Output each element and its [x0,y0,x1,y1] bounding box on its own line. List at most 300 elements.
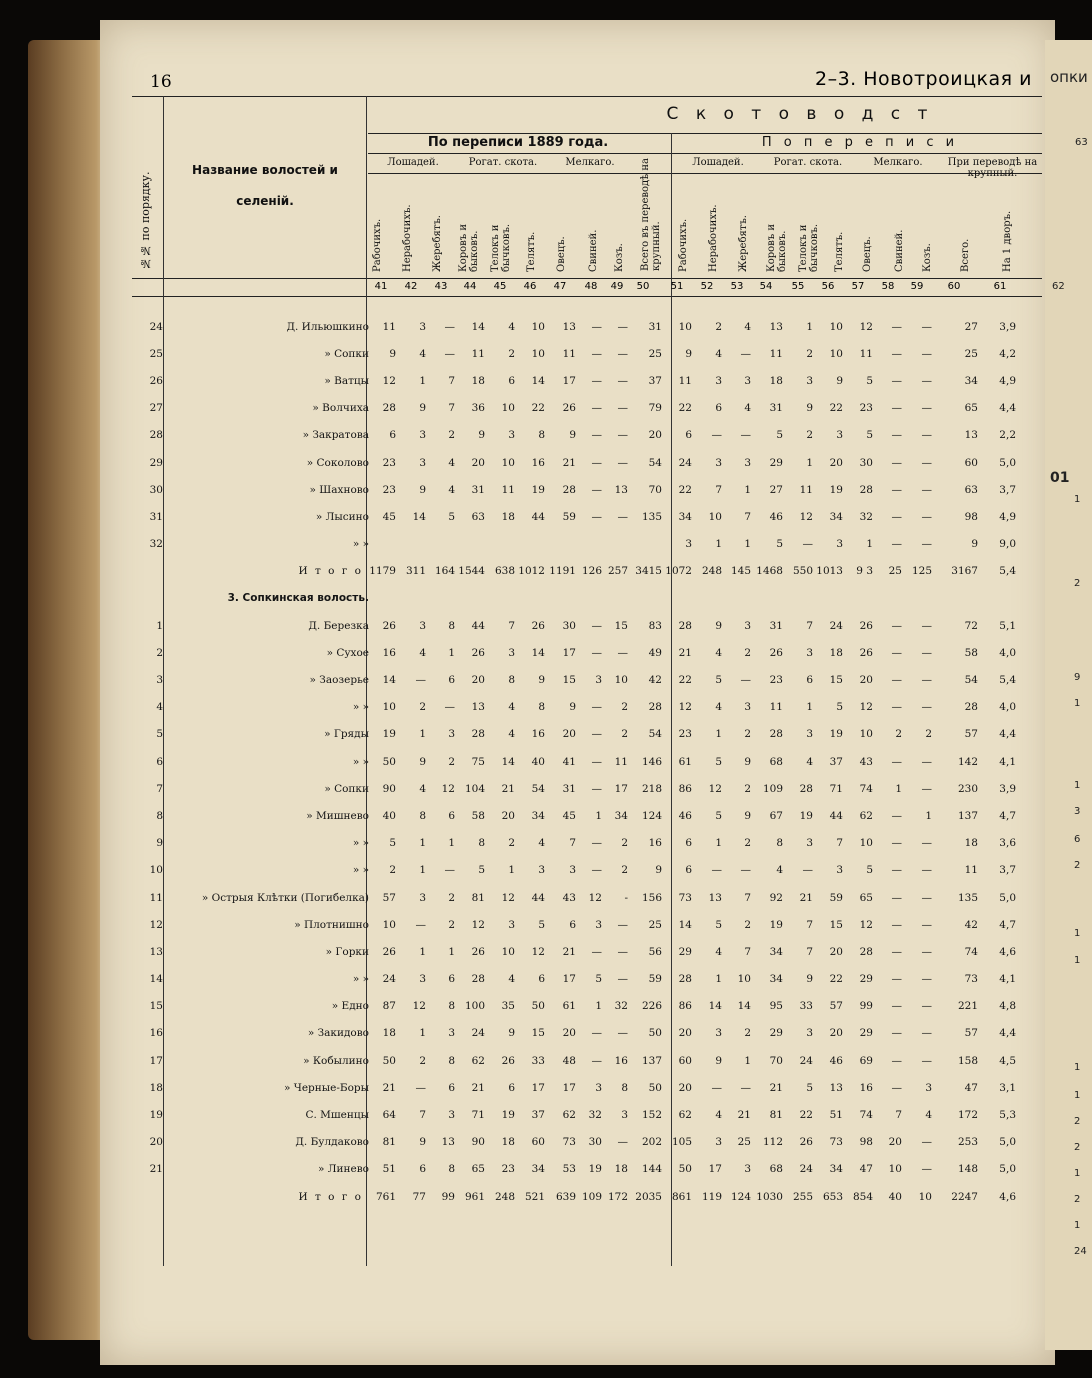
column-number: 44 [463,281,477,292]
cell-col-43: 3 [448,1109,455,1122]
cell-col-51: 50 [678,1163,692,1176]
table-row [130,367,1019,394]
col-nonworkers-1901: Нерабочихъ. [708,204,719,272]
cell-col-49: — [617,456,628,469]
cell-col-48: 3 [595,674,602,687]
cell-col-55: 24 [799,1054,813,1067]
cell-col-48: 126 [581,565,602,578]
row-number: 29 [149,456,163,469]
cell-col-51: 6 [685,429,692,442]
table-row [130,612,1019,639]
cell-col-55: — [802,538,813,551]
edge-number: 24 [1074,1246,1087,1257]
cell-col-57: 12 [859,918,873,931]
cell-col-53: 25 [737,1136,751,1149]
cell-col-56: 34 [829,1163,843,1176]
cell-col-61: 4,1 [999,755,1016,768]
cell-col-46: 8 [538,429,545,442]
cell-col-59: — [921,483,932,496]
cell-col-42: 9 [419,755,426,768]
cell-col-54: 8 [776,837,783,850]
cell-col-43: 2 [448,755,455,768]
cell-col-50: 202 [641,1136,662,1149]
cell-col-54: 34 [769,973,783,986]
cell-col-58: — [891,701,902,714]
cell-col-58: — [891,402,902,415]
edge-number: 63 [1075,137,1088,148]
cell-col-58: — [891,674,902,687]
row-number: 18 [149,1081,163,1094]
cell-col-60: 172 [957,1109,978,1122]
cell-col-41: 10 [382,918,396,931]
cell-col-51: 10 [678,320,692,333]
cell-col-54: 34 [769,945,783,958]
cell-col-49: — [617,402,628,415]
cell-col-48: 109 [581,1190,602,1203]
cell-col-51: 20 [678,1081,692,1094]
cell-col-59: — [921,755,932,768]
cell-col-43: — [444,320,455,333]
cell-col-52: 119 [701,1190,722,1203]
cell-col-43: 3 [448,1027,455,1040]
cell-col-56: 22 [829,973,843,986]
cell-col-57: 26 [859,646,873,659]
cell-col-57: 74 [859,782,873,795]
cell-col-41: 14 [382,674,396,687]
cell-col-51: 60 [678,1054,692,1067]
cell-col-41: 18 [382,1027,396,1040]
cell-col-44 [458,531,488,558]
cell-col-55: 7 [806,619,813,632]
cell-col-61: 5,0 [999,891,1016,904]
table-row [130,694,1019,721]
cell-col-42 [399,585,429,612]
cell-col-52: 5 [715,918,722,931]
cell-col-56: 71 [829,782,843,795]
cell-col-44: 28 [471,973,485,986]
cell-col-50: 50 [648,1081,662,1094]
cell-col-58: 25 [888,565,902,578]
cell-col-50: 37 [648,374,662,387]
cell-col-46: 5 [538,918,545,931]
row-number [130,558,163,585]
cell-col-55: 33 [799,1000,813,1013]
cell-col-54 [754,585,786,612]
cell-col-58: — [891,1000,902,1013]
cell-col-58: — [891,429,902,442]
cell-col-60: 137 [957,809,978,822]
cell-col-45 [488,531,518,558]
cell-col-58: — [891,864,902,877]
cell-col-59: — [921,510,932,523]
col-calves-1901: Телятъ. [834,231,845,272]
cell-col-53: 3 [744,701,751,714]
cell-col-46: 15 [531,1027,545,1040]
cell-col-41: 90 [382,782,396,795]
edge-number: 62 [1052,281,1065,292]
cell-col-42: 3 [419,320,426,333]
table-row [130,1074,1019,1101]
cell-col-61: 5,0 [999,456,1016,469]
cell-col-45: 18 [501,510,515,523]
cell-col-59: — [921,1027,932,1040]
settlement-name: Д. Булдаково [295,1136,369,1149]
cell-col-51: 105 [671,1136,692,1149]
cell-col-54: 19 [769,918,783,931]
col-foals-1901: Жеребятъ. [738,215,749,272]
livestock-table [130,313,1019,1210]
cell-col-53: — [740,864,751,877]
settlement-name: » Кобылино [303,1054,369,1067]
column-number: 59 [910,281,924,292]
cell-col-60: 57 [964,1027,978,1040]
cell-col-58: — [891,755,902,768]
cell-col-54: 29 [769,1027,783,1040]
cell-col-53: 9 [744,809,751,822]
table-row [130,966,1019,993]
settlement-name: Д. Березка [308,619,369,632]
cell-col-54: 5 [776,538,783,551]
cell-col-52: 1 [715,837,722,850]
cell-col-56: 19 [829,483,843,496]
cell-col-41: 45 [382,510,396,523]
cell-col-43: 6 [448,973,455,986]
cell-col-51: 22 [678,483,692,496]
cell-col-46: 34 [531,809,545,822]
cell-col-55: 24 [799,1163,813,1176]
cell-col-41: 26 [382,945,396,958]
cell-col-43: 12 [441,782,455,795]
cell-col-59: 10 [918,1190,932,1203]
cell-col-59: — [921,1163,932,1176]
cell-col-43: — [444,347,455,360]
cell-col-57: 62 [859,809,873,822]
cell-col-61: 4,6 [999,1190,1016,1203]
cell-col-53 [725,585,754,612]
cell-col-57: 29 [859,1027,873,1040]
cell-col-46: 14 [531,646,545,659]
row-number: 32 [149,538,163,551]
cell-col-56: 7 [836,837,843,850]
cell-col-44: 18 [471,374,485,387]
cell-col-58: — [891,538,902,551]
cell-col-60: 9 [971,538,978,551]
cell-col-42: 4 [419,646,426,659]
row-number: 2 [156,646,163,659]
column-number: 48 [584,281,598,292]
cell-col-43: 2 [448,429,455,442]
row-number: 24 [149,320,163,333]
settlement-name: » Плотнишно [294,918,369,931]
edge-title: опки [1050,68,1088,86]
cell-col-52: 13 [708,891,722,904]
cell-col-58: — [891,456,902,469]
cell-col-53: 10 [737,973,751,986]
cell-col-59: — [921,646,932,659]
cell-col-45: 6 [508,374,515,387]
edge-number: 1 [1074,1090,1081,1101]
cell-col-61: 3,9 [999,782,1016,795]
cell-col-48: 5 [595,973,602,986]
cell-col-41: 81 [382,1136,396,1149]
cell-col-56: 15 [829,918,843,931]
row-number: 15 [149,1000,163,1013]
cell-col-42: 1 [419,837,426,850]
cell-col-44: 58 [471,809,485,822]
cell-col-56: 20 [829,1027,843,1040]
settlement-name: » Волчиха [312,402,369,415]
cell-col-56: 51 [829,1109,843,1122]
cell-col-47: 11 [562,347,576,360]
cell-col-41: 26 [382,619,396,632]
cell-col-47: 43 [562,891,576,904]
cell-col-51: 1072 [665,565,692,578]
settlement-name: С. Мшенцы [305,1109,369,1122]
cell-col-60: 13 [964,429,978,442]
cell-col-44: 90 [471,1136,485,1149]
cell-col-42: 1 [419,1027,426,1040]
cell-col-61: 4,9 [999,510,1016,523]
cell-col-57: 32 [859,510,873,523]
cell-col-42: 4 [419,782,426,795]
settlement-name: » Лысино [315,510,369,523]
cell-col-52: — [711,429,722,442]
cell-col-53: 2 [744,646,751,659]
cell-col-57: 28 [859,483,873,496]
cell-col-58: — [891,1081,902,1094]
cell-col-46: 9 [538,674,545,687]
cell-col-55: — [802,864,813,877]
cell-col-61: 4,5 [999,1054,1016,1067]
cell-col-54: 1030 [756,1190,783,1203]
cell-col-45: 248 [494,1190,515,1203]
cell-col-52: 4 [715,646,722,659]
cell-col-50: 49 [648,646,662,659]
cell-col-57: 10 [859,728,873,741]
cell-col-51: 86 [678,782,692,795]
cell-col-44: 36 [471,402,485,415]
cell-col-55: 7 [806,918,813,931]
cell-col-59: — [921,864,932,877]
cell-col-52: 6 [715,402,722,415]
cell-col-41: 21 [382,1081,396,1094]
cell-col-57: 10 [859,837,873,850]
cell-col-42: 3 [419,456,426,469]
cell-col-54: 31 [769,619,783,632]
col-foals-1889: Жеребятъ. [432,215,443,272]
cell-col-51: 73 [678,891,692,904]
cell-col-53: — [740,1081,751,1094]
cell-col-47: 17 [562,973,576,986]
cell-col-54: 11 [769,347,783,360]
cell-col-59: — [921,619,932,632]
cell-col-52: 4 [715,1109,722,1122]
cell-col-61: 4,4 [999,728,1016,741]
cell-col-47: 31 [562,782,576,795]
cell-col-53: 145 [730,565,751,578]
cell-col-45: 35 [501,1000,515,1013]
edge-number: 3 [1074,806,1081,817]
cell-col-59: 4 [925,1109,932,1122]
cell-col-53: 4 [744,320,751,333]
cell-col-45: 2 [508,347,515,360]
cell-col-43: 3 [448,728,455,741]
cell-col-48: — [591,402,602,415]
cell-col-48: 1 [595,809,602,822]
cell-col-61: 5,4 [999,565,1016,578]
cell-col-43: 7 [448,402,455,415]
cell-col-58: — [891,891,902,904]
row-number: 28 [149,429,163,442]
cell-col-51: 29 [678,945,692,958]
header-bottom-rule [132,278,1042,279]
cell-col-47: 21 [562,456,576,469]
cell-col-61: 5,4 [999,674,1016,687]
table-row [130,1129,1019,1156]
cell-col-49: 15 [614,619,628,632]
cell-col-42: 311 [405,565,426,578]
cell-col-49: — [617,918,628,931]
cell-col-58: — [891,1027,902,1040]
cell-col-48: 3 [595,1081,602,1094]
cell-col-51: 21 [678,646,692,659]
cell-col-45: 7 [508,619,515,632]
cell-col-48: — [591,429,602,442]
cell-col-46: 3 [538,864,545,877]
cell-col-54: 11 [769,701,783,714]
cell-col-44: 44 [471,619,485,632]
cell-col-42: 9 [419,483,426,496]
cell-col-57: 11 [859,347,873,360]
cell-col-46 [518,531,548,558]
cell-col-41: 87 [382,1000,396,1013]
cell-col-51: 86 [678,1000,692,1013]
cell-col-46: 19 [531,483,545,496]
cell-col-52: 9 [715,619,722,632]
cell-col-56: 73 [829,1136,843,1149]
cell-col-53: 1 [744,1054,751,1067]
cell-col-51: 3 [685,538,692,551]
cell-col-49: — [617,1136,628,1149]
cell-col-54: 109 [762,782,783,795]
cell-col-59: — [921,1054,932,1067]
cell-col-41: 761 [375,1190,396,1203]
cell-col-50: 83 [648,619,662,632]
cell-col-56: 46 [829,1054,843,1067]
cell-col-43: 1 [448,646,455,659]
table-row [130,1101,1019,1128]
cell-col-60: 148 [957,1163,978,1176]
edge-number: 1 [1074,1062,1081,1073]
cell-col-48: 32 [588,1109,602,1122]
cell-col-48: — [591,728,602,741]
cell-col-55: 26 [799,1136,813,1149]
cell-col-56: 1013 [816,565,843,578]
col-calves-1889: Телятъ. [526,231,537,272]
cell-col-57: 99 [859,1000,873,1013]
cell-col-54: 27 [769,483,783,496]
cell-col-61: 5,0 [999,1163,1016,1176]
column-number: 50 [636,281,650,292]
cell-col-50: 25 [648,347,662,360]
cell-col-47: 53 [562,1163,576,1176]
settlement-name: » Закидово [307,1027,369,1040]
running-title: 2–3. Новотроицкая и [815,68,1032,90]
cell-col-52: 5 [715,674,722,687]
cell-col-46 [518,585,548,612]
cell-col-50: 31 [648,320,662,333]
cell-col-57: 854 [852,1190,873,1203]
cell-col-49: — [617,347,628,360]
colnum-rule [132,296,1042,297]
cell-col-48: — [591,755,602,768]
cell-col-52: 5 [715,809,722,822]
edge-number: 1 [1074,494,1081,505]
cell-col-42: 12 [412,1000,426,1013]
cell-col-58: — [891,837,902,850]
table-row [130,884,1019,911]
table-row [130,802,1019,829]
cell-col-46: 37 [531,1109,545,1122]
cell-col-47: 61 [562,1000,576,1013]
cell-col-48: — [591,782,602,795]
cell-col-48: — [591,510,602,523]
cell-col-47 [548,531,579,558]
cell-col-41: 50 [382,755,396,768]
cell-col-54: 46 [769,510,783,523]
cell-col-52: 10 [708,510,722,523]
cell-col-44: 104 [464,782,485,795]
table-row [130,830,1019,857]
cell-col-44: 11 [471,347,485,360]
row-number: 16 [149,1027,163,1040]
cell-col-47: 9 [569,701,576,714]
edge-number: 2 [1074,1116,1081,1127]
settlement-name: » Мишнево [306,809,369,822]
cell-col-61: 3,9 [999,320,1016,333]
cell-col-51: 23 [678,728,692,741]
cell-col-48: — [591,837,602,850]
cell-col-60: 135 [957,891,978,904]
name-column-header: Название волостей и селеній. [192,163,338,209]
cell-col-41: 12 [382,374,396,387]
cell-col-61: 4,2 [999,347,1016,360]
cell-col-56: 653 [822,1190,843,1203]
cell-col-53: 3 [744,374,751,387]
cell-col-44: 100 [464,1000,485,1013]
cell-col-52: 1 [715,728,722,741]
cell-col-58: — [891,347,902,360]
cell-col-58: — [891,973,902,986]
cell-col-51: 11 [678,374,692,387]
settlement-name: И т о г о [298,565,363,578]
cell-col-49: — [617,320,628,333]
cell-col-56: 57 [829,1000,843,1013]
cell-col-57: 74 [859,1109,873,1122]
cell-col-41: 23 [382,483,396,496]
table-row [130,449,1019,476]
cell-col-57: 65 [859,891,873,904]
cell-col-52: 1 [715,538,722,551]
cell-col-48: — [591,347,602,360]
cell-col-50: 20 [648,429,662,442]
cell-col-61: 5,1 [999,619,1016,632]
settlement-name: » Линево [318,1163,369,1176]
cell-col-45 [488,585,518,612]
cell-col-61: 3,7 [999,483,1016,496]
cell-col-44: 28 [471,728,485,741]
settlement-name: » Заозерье [309,674,369,687]
